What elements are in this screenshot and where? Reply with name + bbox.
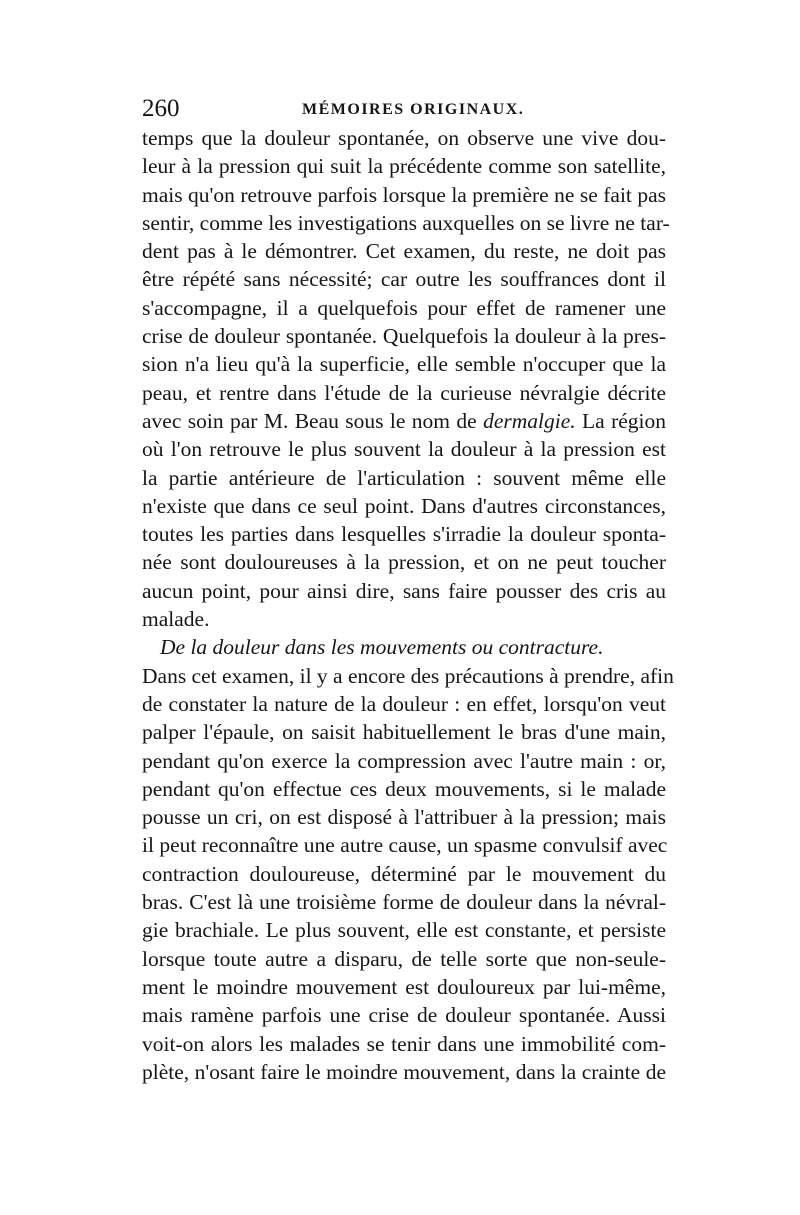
text-line: dent pas à le démontrer. Cet examen, du reste, ne doit pas <box>142 239 666 264</box>
text-line: gie brachiale. Le plus souvent, elle est constante, et persiste <box>142 918 666 943</box>
text-line: mais qu'on retrouve parfois lorsque la première ne se fait pas <box>142 182 666 207</box>
text-line: toutes les parties dans lesquelles s'irradie la douleur sponta- <box>142 522 666 547</box>
text-line: voit-on alors les malades se tenir dans une immobilité com- <box>142 1031 666 1056</box>
text-line: pousse un cri, on est disposé à l'attribuer à la pression; mais <box>142 805 666 830</box>
body-text <box>142 124 674 1086</box>
text-line: de constater la nature de la douleur : en effet, lorsqu'on veut <box>142 691 666 716</box>
text-line: mais ramène parfois une crise de douleur spontanée. Aussi <box>142 1003 666 1028</box>
text-line: plète, n'osant faire le moindre mouvement, dans la crainte de <box>142 1059 666 1084</box>
text-line: être répété sans nécessité; car outre les souffrances dont il <box>142 267 666 292</box>
text-line: où l'on retrouve le plus souvent la douleur à la pression est <box>142 437 666 462</box>
text-line: palper l'épaule, on saisit habituellement le bras d'une main, <box>142 720 666 745</box>
text-line: sion n'a lieu qu'à la superficie, elle semble n'occuper que la <box>142 352 666 377</box>
text-line: ment le moindre mouvement est douloureux par lui-même, <box>142 974 666 999</box>
running-title: MÉMOIRES ORIGINAUX. <box>302 101 525 118</box>
text-line: n'existe que dans ce seul point. Dans d'autres circonstances, <box>142 493 666 518</box>
text-line-with-italic <box>142 407 666 435</box>
text-line: crise de douleur spontanée. Quelquefois la douleur à la pres- <box>142 324 666 349</box>
text-line: la partie antérieure de l'articulation : souvent même elle <box>142 465 666 490</box>
text-line: lorsque toute autre a disparu, de telle sorte que non-seule- <box>142 946 666 971</box>
text-line: contraction douloureuse, déterminé par le mouvement du <box>142 861 666 886</box>
text-line: pendant qu'on effectue ces deux mouvements, si le malade <box>142 776 666 801</box>
text-line: sentir, comme les investigations auxquelles on se livre ne tar- <box>142 210 670 235</box>
text-line: il peut reconnaître une autre cause, un spasme convulsif avec <box>142 833 668 858</box>
text-line: bras. C'est là une troisième forme de douleur dans la névral- <box>142 890 666 915</box>
text-line: pendant qu'on exerce la compression avec l'autre main : or, <box>142 748 666 773</box>
italic-term: dermalgie. <box>483 408 576 433</box>
text-segment: avec soin par M. Beau sous le nom de <box>142 408 484 433</box>
page-header <box>142 94 662 124</box>
text-line: s'accompagne, il a quelquefois pour effet de ramener une <box>142 295 666 320</box>
text-line: leur à la pression qui suit la précédente comme son satellite, <box>142 154 666 179</box>
text-line: temps que la douleur spontanée, on observe une vive dou- <box>142 126 666 150</box>
section-heading: De la douleur dans les mouvements ou contracture. <box>160 635 604 660</box>
text-line: aucun point, pour ainsi dire, sans faire pousser des cris au <box>142 578 666 603</box>
text-line: peau, et rentre dans l'étude de la curieuse névralgie décrite <box>142 380 666 405</box>
text-segment: La région <box>575 408 666 433</box>
text-line: malade. <box>142 607 210 632</box>
text-line: Dans cet examen, il y a encore des précautions à prendre, afin <box>142 663 674 688</box>
page-number: 260 <box>142 95 180 122</box>
text-line: née sont douloureuses à la pression, et on ne peut toucher <box>142 550 666 575</box>
